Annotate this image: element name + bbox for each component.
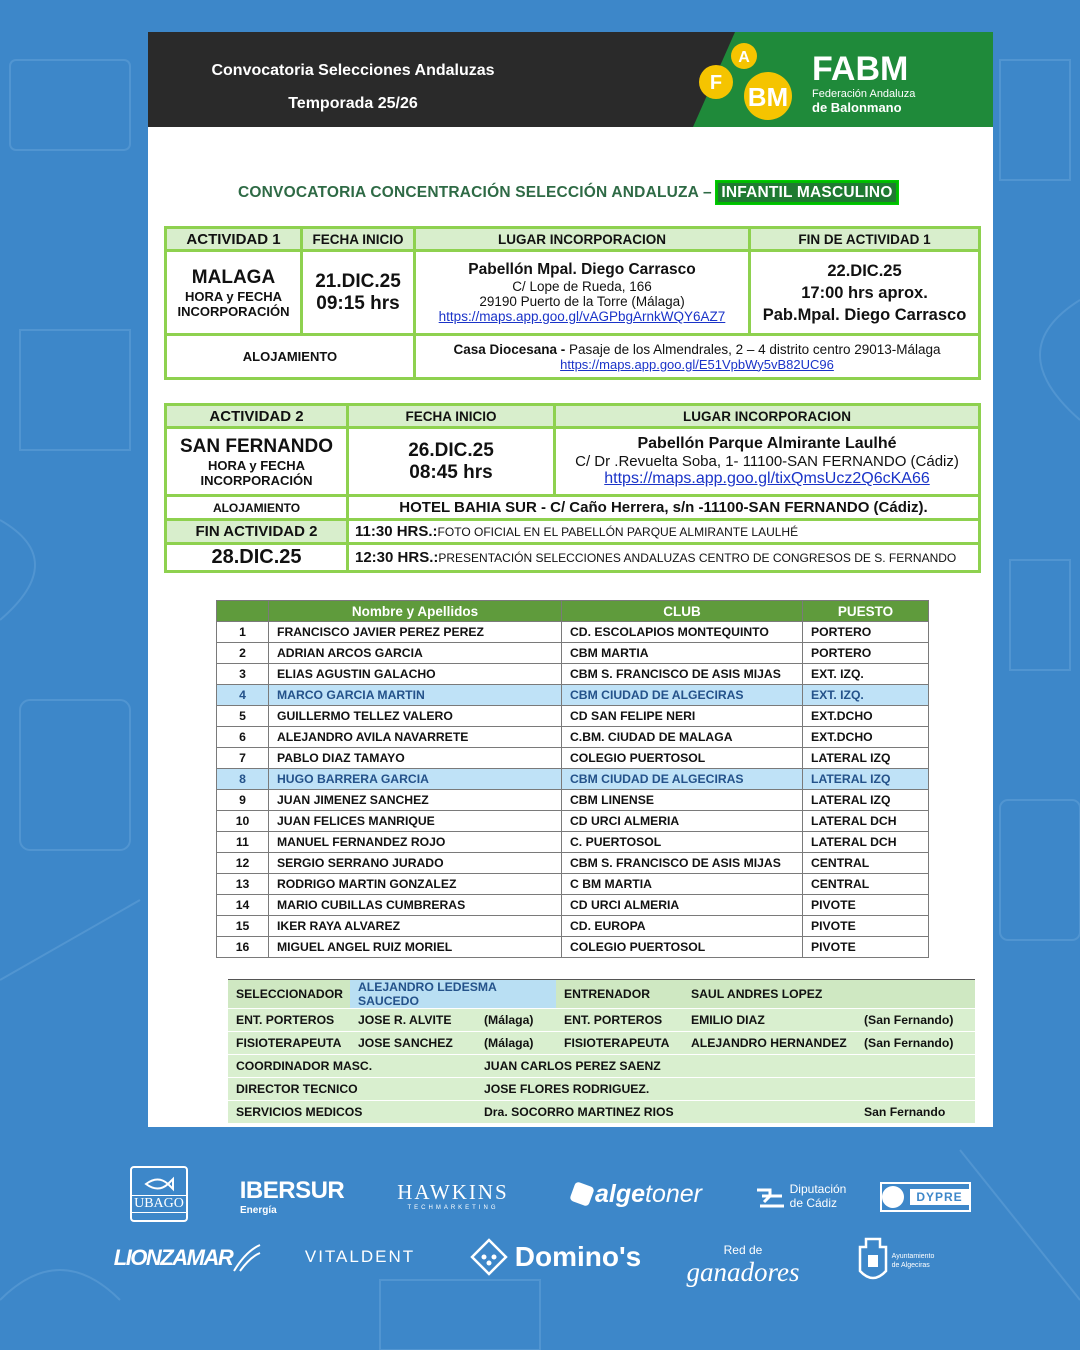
algetoner-icon: [569, 1181, 595, 1207]
sponsor-dypre: DYPRE: [880, 1182, 971, 1212]
sponsor-dominos: Domino's: [460, 1234, 650, 1280]
table-row: 14 MARIO CUBILLAS CUMBRERAS CD URCI ALMERIA PIVOTE: [217, 895, 929, 916]
header-line-2: Temporada 25/26: [288, 95, 418, 112]
activity-1-place: Pabellón Mpal. Diego Carrasco C/ Lope de Rueda, 166 29190 Puerto de la Torre (Málaga) https://maps.app.goo.gl/vAGPbgArnkWQY6AZ7: [415, 251, 750, 335]
activity-1-city: MALAGA HORA y FECHA INCORPORACIÓN: [166, 251, 302, 335]
staff-table: SELECCIONADOR ALEJANDRO LEDESMA SAUCEDO ENTRENADOR SAUL ANDRES LOPEZ ENT. PORTEROS JOSE R. ALVITE (Málaga) ENT. PORTEROS EMILIO DIAZ (San Fernando) FISIOTERAPEUTA JOSE SANCHEZ (Málaga) FISIOTERAPEUTA ALEJANDRO HERNANDEZ (San Fernando) COORDINADOR MASC. JUAN CARLOS PEREZ SAENZ DIRECTOR TECNICO JOSE FLORES RODRIGUEZ. SERVICIOS MEDICOS Dra. SOCORRO MARTINEZ RIOS San Fernando: [228, 979, 975, 1124]
roster-table: Nombre y Apellidos CLUB PUESTO 1 FRANCISCO JAVIER PEREZ PEREZ CD. ESCOLAPIOS MONTEQUINTO PORTERO 2 ADRIAN ARCOS GARCIA CBM MARTIA PORTERO 3 ELIAS AGUSTIN GALACHO CBM S. FRANCISCO DE ASIS MIJAS EXT. IZQ. 4 MARCO GARCIA MARTIN CBM CIUDAD DE ALGECIRAS EXT. IZQ. 5 GUILLERMO TELLEZ VALERO CD SAN FELIPE NERI EXT.DCHO 6 ALEJANDRO AVILA NAVARRETE C.BM. CIUDAD DE MALAGA EXT.DCHO 7 PABLO DIAZ TAMAYO COLEGIO PUERTOSOL LATERAL IZQ 8 HUGO BARRERA GARCIA CBM CIUDAD DE ALGECIRAS LATERAL IZQ 9 JUAN JIMENEZ SANCHEZ CBM LINENSE LATERAL IZQ 10 JUAN FELICES MANRIQUE CD URCI ALMERIA LATERAL DCH 11 MANUEL FERNANDEZ ROJO C. PUERTOSOL LATERAL DCH 12 SERGIO SERRANO JURADO CBM S. FRANCISCO DE ASIS MIJAS CENTRAL 13 RODRIGO MARTIN GONZALEZ C BM MARTIA CENTRAL 14 MARIO CUBILLAS CUMBRERAS CD URCI ALMERIA PIVOTE 15 IKER RAYA ALVAREZ CD. EUROPA PIVOTE 16 MIGUEL ANGEL RUIZ MORIEL COLEGIO PUERTOSOL PIVOTE: [216, 600, 929, 958]
sponsor-red-ganadores: Red de ganadores: [686, 1242, 800, 1287]
table-row: 12 SERGIO SERRANO JURADO CBM S. FRANCISCO DE ASIS MIJAS CENTRAL: [217, 853, 929, 874]
activity-1-aloj-link[interactable]: https://maps.app.goo.gl/E51VpbWy5vB82UC96: [560, 356, 834, 372]
table-row: 8 HUGO BARRERA GARCIA CBM CIUDAD DE ALGECIRAS LATERAL IZQ: [217, 769, 929, 790]
activity-2-event-1: 11:30 HRS.:FOTO OFICIAL EN EL PABELLÓN PARQUE ALMIRANTE LAULHÉ: [348, 520, 980, 544]
activity-2-fin-date: 28.DIC.25: [166, 544, 348, 572]
page-title: CONVOCATORIA CONCENTRACIÓN SELECCIÓN ANDALUZA – INFANTIL MASCULINO: [238, 184, 898, 202]
table-row: 2 ADRIAN ARCOS GARCIA CBM MARTIA PORTERO: [217, 643, 929, 664]
table-row: 9 JUAN JIMENEZ SANCHEZ CBM LINENSE LATERAL IZQ: [217, 790, 929, 811]
activity-2-start: 26.DIC.25 08:45 hrs: [348, 428, 555, 496]
activity-1-table: ACTIVIDAD 1 FECHA INICIO LUGAR INCORPORACION FIN DE ACTIVIDAD 1 MALAGA HORA y FECHA INCORPORACIÓN 21.DIC.25 09:15 hrs Pabellón Mpal. Diego Carrasco C/ Lope de Rueda, 166 29190 Puerto de la Torre (Málaga) https://maps.app.goo.gl/vAGPbgArnkWQY6AZ7 22.DIC.25 17:00 hrs aprox. Pab.Mpal. Diego Carrasco ALOJAMIENTO Casa Diocesana - Pasaje de los Almendrales, 2 – 4 distrito centro 29013-Málaga https://maps.app.goo.gl/E51VpbWy5vB82UC96: [164, 226, 981, 380]
table-row: 11 MANUEL FERNANDEZ ROJO C. PUERTOSOL LATERAL DCH: [217, 832, 929, 853]
activity-2-aloj: HOTEL BAHIA SUR - C/ Caño Herrera, s/n -11100-SAN FERNANDO (Cádiz).: [348, 496, 980, 520]
sponsor-ubago: UBAGO: [130, 1166, 188, 1222]
activity-1-aloj: Casa Diocesana - Pasaje de los Almendrales, 2 – 4 distrito centro 29013-Málaga https://maps.app.goo.gl/E51VpbWy5vB82UC96: [415, 335, 980, 379]
svg-text:FABM: FABM: [812, 50, 909, 88]
table-row: 3 ELIAS AGUSTIN GALACHO CBM S. FRANCISCO DE ASIS MIJAS EXT. IZQ.: [217, 664, 929, 685]
sponsor-ayuntamiento: Ayuntamiento de Algeciras: [852, 1236, 940, 1286]
activity-2-place: Pabellón Parque Almirante Laulhé C/ Dr .Revuelta Soba, 1- 11100-SAN FERNANDO (Cádiz) https://maps.app.goo.gl/tixQmsUcz2Q6cKA66: [555, 428, 980, 496]
table-row: 4 MARCO GARCIA MARTIN CBM CIUDAD DE ALGECIRAS EXT. IZQ.: [217, 685, 929, 706]
lionzamar-icon: [232, 1243, 262, 1273]
activity-2-table: ACTIVIDAD 2 FECHA INICIO LUGAR INCORPORACION SAN FERNANDO HORA y FECHA INCORPORACIÓN 26.DIC.25 08:45 hrs Pabellón Parque Almirante Laulhé C/ Dr .Revuelta Soba, 1- 11100-SAN FERNANDO (Cádiz) https://maps.app.goo.gl/tixQmsUcz2Q6cKA66 ALOJAMIENTO HOTEL BAHIA SUR - C/ Caño Herrera, s/n -11100-SAN FERNANDO (Cádiz). FIN ACTIVIDAD 2 11:30 HRS.:FOTO OFICIAL EN EL PABELLÓN PARQUE ALMIRANTE LAULHÉ 28.DIC.25 12:30 HRS.:PRESENTACIÓN SELECCIONES ANDALUZAS CENTRO DE CONGRESOS DE S. FERNANDO: [164, 403, 981, 573]
table-row: 15 IKER RAYA ALVAREZ CD. EUROPA PIVOTE: [217, 916, 929, 937]
activity-1-map-link[interactable]: https://maps.app.goo.gl/vAGPbgArnkWQY6AZ7: [438, 309, 726, 324]
table-row: 10 JUAN FELICES MANRIQUE CD URCI ALMERIA LATERAL DCH: [217, 811, 929, 832]
svg-text:de Balonmano: de Balonmano: [812, 100, 902, 115]
sponsor-hawkins: HAWKINS TECHMARKETING: [397, 1179, 509, 1211]
fabm-logo: [696, 40, 986, 120]
activity-2-event-2: 12:30 HRS.:PRESENTACIÓN SELECCIONES ANDALUZAS CENTRO DE CONGRESOS DE S. FERNANDO: [348, 544, 980, 572]
activity-2-fin-label: FIN ACTIVIDAD 2: [166, 520, 348, 544]
activity-1-aloj-label: ALOJAMIENTO: [166, 335, 415, 379]
svg-text:F: F: [709, 72, 723, 94]
svg-text:Federación Andaluza: Federación Andaluza: [812, 88, 916, 100]
document-page: [148, 32, 993, 1127]
coat-of-arms-icon: [858, 1237, 888, 1285]
table-row: 6 ALEJANDRO AVILA NAVARRETE C.BM. CIUDAD DE MALAGA EXT.DCHO: [217, 727, 929, 748]
category-highlight: INFANTIL MASCULINO: [716, 181, 897, 204]
sponsor-vitaldent: VITALDENT: [304, 1247, 416, 1266]
table-row: 5 GUILLERMO TELLEZ VALERO CD SAN FELIPE NERI EXT.DCHO: [217, 706, 929, 727]
activity-2-map-link[interactable]: https://maps.app.goo.gl/tixQmsUcz2Q6cKA66: [604, 470, 930, 487]
table-row: 16 MIGUEL ANGEL RUIZ MORIEL COLEGIO PUERTOSOL PIVOTE: [217, 937, 929, 958]
document-header: [148, 32, 993, 127]
sponsor-algetoner: alge toner: [558, 1172, 713, 1216]
selector-name: ALEJANDRO LEDESMA SAUCEDO: [350, 980, 556, 1009]
table-row: 7 PABLO DIAZ TAMAYO COLEGIO PUERTOSOL LATERAL IZQ: [217, 748, 929, 769]
domino-icon: [469, 1237, 509, 1277]
activity-2-city: SAN FERNANDO HORA y FECHA INCORPORACIÓN: [166, 428, 348, 496]
activity-2-aloj-label: ALOJAMIENTO: [166, 496, 348, 520]
sponsor-diputacion: Diputación de Cádiz: [745, 1178, 855, 1214]
sponsor-lionzamar: LIONZAMAR: [108, 1240, 268, 1276]
diputacion-icon: [754, 1182, 786, 1210]
fish-icon: [144, 1175, 174, 1193]
svg-text:A: A: [738, 49, 750, 66]
sponsor-ibersur: IBERSUR Energía: [239, 1176, 345, 1216]
svg-text:BM: BM: [747, 82, 789, 112]
header-line-1: Convocatoria Selecciones Andaluzas: [211, 62, 495, 79]
activity-1-start: 21.DIC.25 09:15 hrs: [302, 251, 415, 335]
activity-1-end: 22.DIC.25 17:00 hrs aprox. Pab.Mpal. Diego Carrasco: [750, 251, 980, 335]
table-row: 1 FRANCISCO JAVIER PEREZ PEREZ CD. ESCOLAPIOS MONTEQUINTO PORTERO: [217, 622, 929, 643]
table-row: 13 RODRIGO MARTIN GONZALEZ C BM MARTIA CENTRAL: [217, 874, 929, 895]
